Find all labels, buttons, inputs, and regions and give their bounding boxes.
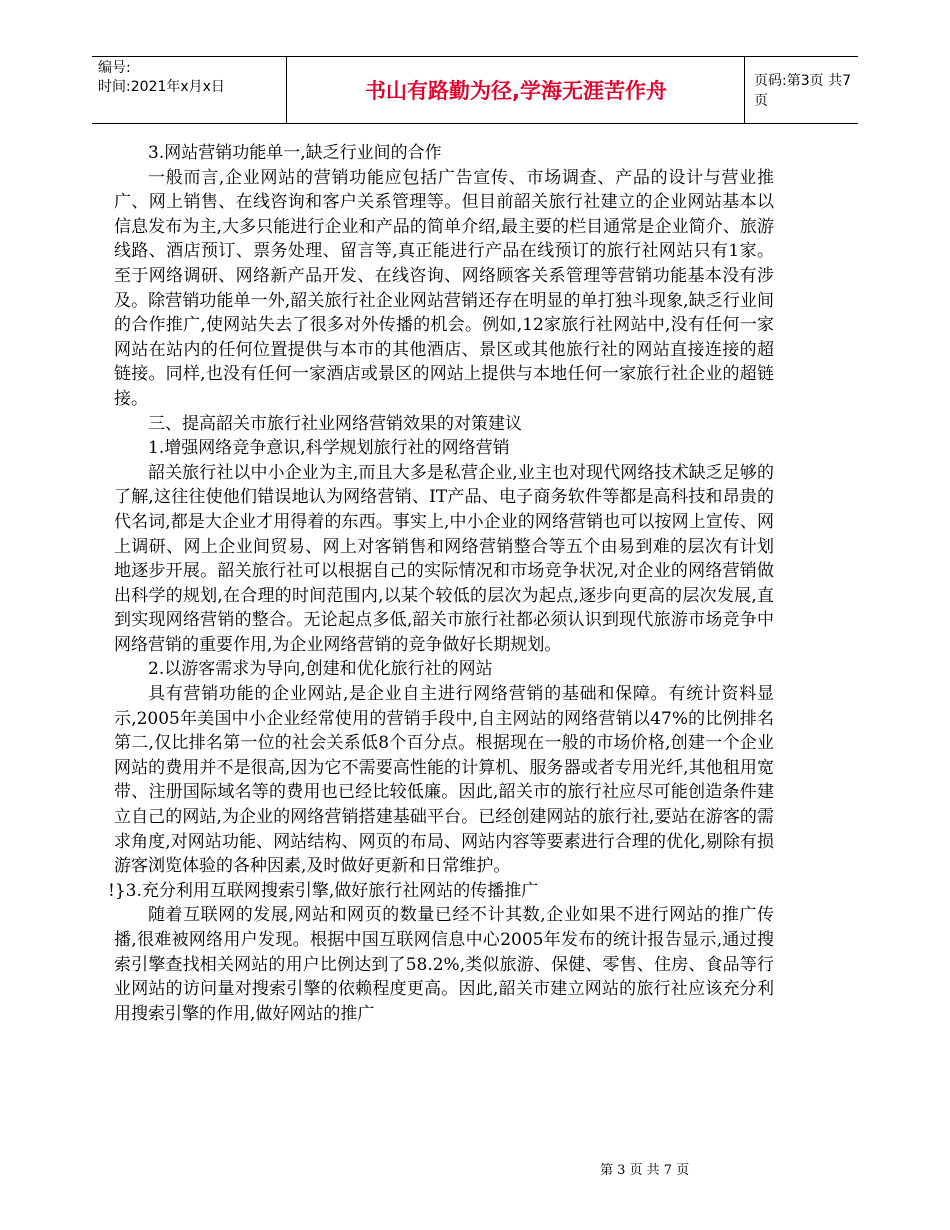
body-paragraph: 随着互联网的发展,网站和网页的数量已经不计其数,企业如果不进行网站的推广传播,很难被网络用户发现。根据中国互联网信息中心2005年发布的统计报告显示,通过搜索引擎查找相关网站的用户比例达到了58.2%,类似旅游、保健、零售、住房、食品等行业网站的访问量对搜索引擎的依赖程度更高。因此,韶关市建立网站的旅行社应该充分利用搜索引擎的作用,做好网站的推广 (114, 905, 774, 1024)
header-meta (98, 59, 284, 97)
body-paragraph: 一般而言,企业网站的营销功能应包括广告宣传、市场调查、产品的设计与营业推广、网上销售、在线咨询和客户关系管理等。但目前韶关旅行社建立的企业网站基本以信息发布为主,大多只能进行企业和产品的简单介绍,最主要的栏目通常是企业简介、旅游线路、酒店预订、票务处理、留言等,真正能进行产品在线预订的旅行社网站只有1家。至于网络调研、网络新产品开发、在线咨询、网络顾客关系管理等营销功能基本没有涉及。除营销功能单一外,韶关旅行社企业网站营销还存在明显的单打独斗现象,缺乏行业间的合作推广,使网站失去了很多对外传播的机会。例如,12家旅行社网站中,没有任何一家网站在站内的任何位置提供与本市的其他酒店、景区或其他旅行社的网站直接连接的超链接。同样,也没有任何一家酒店或景区的网站上提供与本地任何一家旅行社企业的超链接。 (114, 167, 774, 409)
section-heading-1: 1.增强网络竞争意识,科学规划旅行社的网络营销 (148, 438, 510, 459)
section-heading-3b: !}3.充分利用互联网搜索引擎,做好旅行社网站的传播推广 (108, 880, 539, 901)
header-divider-right (744, 57, 745, 123)
header-time-label: 时间:2021年x月x日 (98, 79, 225, 95)
footer-page-number: 第 3 页 共 7 页 (600, 1163, 690, 1178)
section-heading-3: 3.网站营销功能单一,缺乏行业间的合作 (148, 143, 442, 163)
body-paragraph: 韶关旅行社以中小企业为主,而且大多是私营企业,业主也对现代网络技术缺乏足够的了解,这往往使他们错误地认为网络营销、IT产品、电子商务软件等都是高科技和昂贵的代名词,都是大企业才用得着的东西。事实上,中小企业的网络营销也可以按网上宣传、网上调研、网上企业间贸易、网上对客销售和网络营销整合等五个由易到难的层次有计划地逐步开展。韶关旅行社可以根据自己的实际情况和市场竞争状况,对企业的网络营销做出科学的规划,在合理的时间范围内,以某个较低的层次为起点,逐步向更高的层次发展,直到实现网络营销的整合。无论起点多低,韶关市旅行社都必须认识到现代旅游市场竞争中网络营销的重要作用,为企业网络营销的竞争做好长期规划。 (114, 462, 774, 655)
page-header (92, 56, 858, 124)
header-divider-left (286, 57, 287, 123)
body-paragraph: 具有营销功能的企业网站,是企业自主进行网络营销的基础和保障。有统计资料显示,2005年美国中小企业经常使用的营销手段中,自主网站的网络营销以47%的比例排名第二,仅比排名第一位的社会关系低8个百分点。根据现在一般的市场价格,创建一个企业网站的费用并不是很高,因为它不需要高性能的计算机、服务器或者专用光纤,其他租用宽带、注册国际域名等的费用也已经比较低廉。因此,韶关市的旅行社应尽可能创造条件建立自己的网站,为企业的网络营销搭建基础平台。已经创建网站的旅行社,要站在游客的需求角度,对网站功能、网站结构、网页的布局、网站内容等要素进行合理的优化,剔除有损游客浏览体验的各种因素,及时做好更新和日常维护。 (114, 684, 774, 877)
header-motto: 书山有路勤为径,学海无涯苦作舟 (365, 79, 667, 103)
section-heading-2: 2.以游客需求为导向,创建和优化旅行社的网站 (148, 659, 493, 680)
chapter-heading: 三、提高韶关市旅行社业网络营销效果的对策建议 (148, 413, 522, 434)
document-body (108, 141, 774, 1026)
header-page-info: 页码:第3页 共7页 (754, 73, 851, 109)
header-number-label: 编号: (98, 60, 131, 76)
